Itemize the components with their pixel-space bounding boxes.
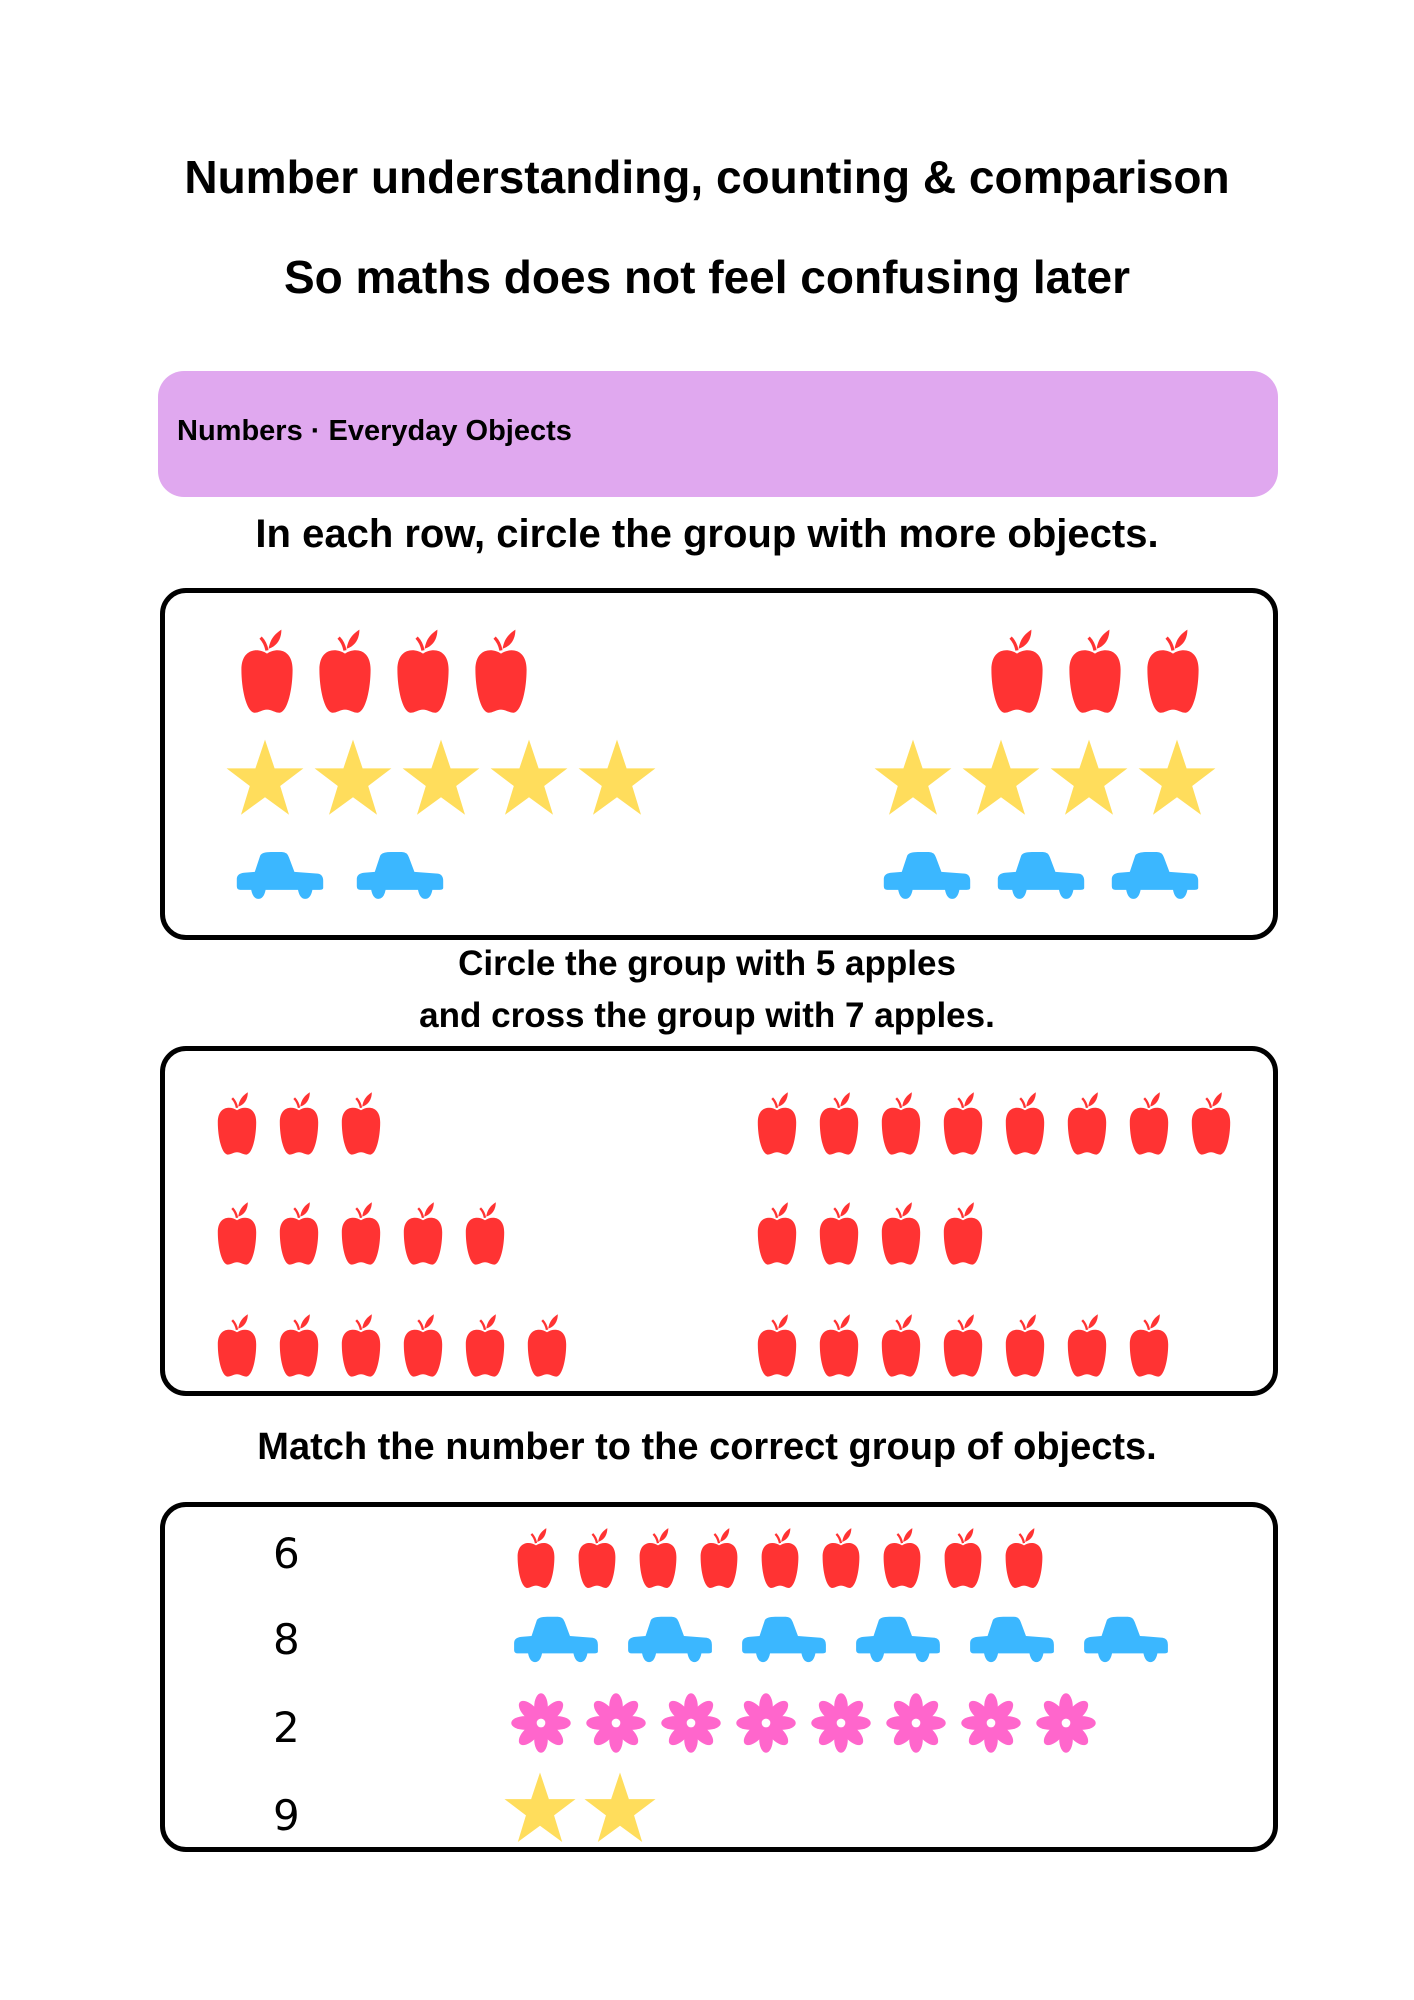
apple-icon	[1063, 1313, 1111, 1383]
apple-icon	[275, 1091, 323, 1161]
star-icon	[873, 738, 953, 823]
apple-icon	[753, 1201, 801, 1271]
car-icon	[996, 850, 1086, 905]
star-icon	[583, 1771, 657, 1850]
star-icon	[961, 738, 1041, 823]
match-group-apples[interactable]	[513, 1527, 1062, 1594]
s2-group-right-1[interactable]	[753, 1091, 1249, 1161]
apple-icon	[399, 1201, 447, 1271]
topic-banner	[158, 371, 1278, 497]
apple-icon	[513, 1527, 559, 1594]
apple-icon	[1063, 628, 1127, 719]
flower-icon	[885, 1692, 947, 1759]
apple-icon	[696, 1527, 742, 1594]
match-group-flowers[interactable]	[510, 1692, 1110, 1759]
apple-icon	[815, 1313, 863, 1383]
match-group-stars[interactable]	[503, 1771, 663, 1850]
apple-icon	[877, 1201, 925, 1271]
apple-icon	[461, 1201, 509, 1271]
apple-icon	[757, 1527, 803, 1594]
s2-group-left-3[interactable]	[213, 1313, 585, 1383]
apple-icon	[985, 628, 1049, 719]
apple-icon	[1187, 1091, 1235, 1161]
star-icon	[1137, 738, 1217, 823]
car-icon	[738, 1615, 830, 1668]
apple-icon	[337, 1091, 385, 1161]
apple-icon	[1141, 628, 1205, 719]
section2-instruction-line1: Circle the group with 5 apples	[458, 944, 956, 983]
match-number-1[interactable]: 6	[273, 1529, 300, 1578]
match-group-cars[interactable]	[510, 1615, 1194, 1668]
apple-icon	[1001, 1313, 1049, 1383]
star-icon	[489, 738, 569, 823]
section3-instruction: Match the number to the correct group of objects.	[257, 1426, 1157, 1468]
s2-group-right-3[interactable]	[753, 1313, 1187, 1383]
flower-icon	[810, 1692, 872, 1759]
match-number-4[interactable]: 9	[273, 1791, 300, 1840]
flower-icon	[1035, 1692, 1097, 1759]
apple-icon	[939, 1201, 987, 1271]
apple-icon	[1001, 1527, 1047, 1594]
s1-row3-right[interactable]	[882, 850, 1224, 905]
match-number-3[interactable]: 2	[273, 1703, 300, 1752]
apple-icon	[877, 1091, 925, 1161]
car-icon	[624, 1615, 716, 1668]
star-icon	[1049, 738, 1129, 823]
apple-icon	[399, 1313, 447, 1383]
s1-row1-right[interactable]	[985, 628, 1219, 719]
section3-box	[160, 1502, 1278, 1852]
s1-row1-left[interactable]	[235, 628, 547, 719]
section1-box	[160, 588, 1278, 940]
flower-icon	[510, 1692, 572, 1759]
page-subtitle: So maths does not feel confusing later	[283, 251, 1130, 303]
match-number-2[interactable]: 8	[273, 1615, 300, 1664]
s1-row2-right[interactable]	[873, 738, 1225, 823]
apple-icon	[1125, 1313, 1173, 1383]
flower-icon	[660, 1692, 722, 1759]
s1-row3-left[interactable]	[235, 850, 475, 905]
section2-box	[160, 1046, 1278, 1396]
apple-icon	[213, 1091, 261, 1161]
apple-icon	[213, 1201, 261, 1271]
apple-icon	[753, 1091, 801, 1161]
apple-icon	[235, 628, 299, 719]
apple-icon	[877, 1313, 925, 1383]
s2-group-left-2[interactable]	[213, 1201, 523, 1271]
flower-icon	[960, 1692, 1022, 1759]
s2-group-right-2[interactable]	[753, 1201, 1001, 1271]
apple-icon	[1063, 1091, 1111, 1161]
car-icon	[235, 850, 325, 905]
car-icon	[1080, 1615, 1172, 1668]
apple-icon	[940, 1527, 986, 1594]
apple-icon	[939, 1313, 987, 1383]
star-icon	[401, 738, 481, 823]
topic-label: Numbers · Everyday Objects	[177, 415, 572, 447]
apple-icon	[574, 1527, 620, 1594]
car-icon	[882, 850, 972, 905]
apple-icon	[939, 1091, 987, 1161]
apple-icon	[815, 1201, 863, 1271]
apple-icon	[815, 1091, 863, 1161]
apple-icon	[753, 1313, 801, 1383]
apple-icon	[461, 1313, 509, 1383]
star-icon	[577, 738, 657, 823]
flower-icon	[735, 1692, 797, 1759]
car-icon	[852, 1615, 944, 1668]
apple-icon	[275, 1201, 323, 1271]
apple-icon	[818, 1527, 864, 1594]
star-icon	[313, 738, 393, 823]
s1-row2-left[interactable]	[225, 738, 665, 823]
car-icon	[1110, 850, 1200, 905]
apple-icon	[213, 1313, 261, 1383]
page-title: Number understanding, counting & comparison	[184, 151, 1230, 203]
apple-icon	[523, 1313, 571, 1383]
apple-icon	[635, 1527, 681, 1594]
apple-icon	[1001, 1091, 1049, 1161]
section2-instruction-line2: and cross the group with 7 apples.	[419, 996, 995, 1035]
apple-icon	[313, 628, 377, 719]
car-icon	[510, 1615, 602, 1668]
apple-icon	[337, 1201, 385, 1271]
apple-icon	[1125, 1091, 1173, 1161]
star-icon	[225, 738, 305, 823]
apple-icon	[469, 628, 533, 719]
section1-instruction: In each row, circle the group with more objects.	[255, 512, 1159, 556]
s2-group-left-1[interactable]	[213, 1091, 399, 1161]
car-icon	[355, 850, 445, 905]
flower-icon	[585, 1692, 647, 1759]
apple-icon	[391, 628, 455, 719]
apple-icon	[879, 1527, 925, 1594]
star-icon	[503, 1771, 577, 1850]
car-icon	[966, 1615, 1058, 1668]
apple-icon	[275, 1313, 323, 1383]
apple-icon	[337, 1313, 385, 1383]
